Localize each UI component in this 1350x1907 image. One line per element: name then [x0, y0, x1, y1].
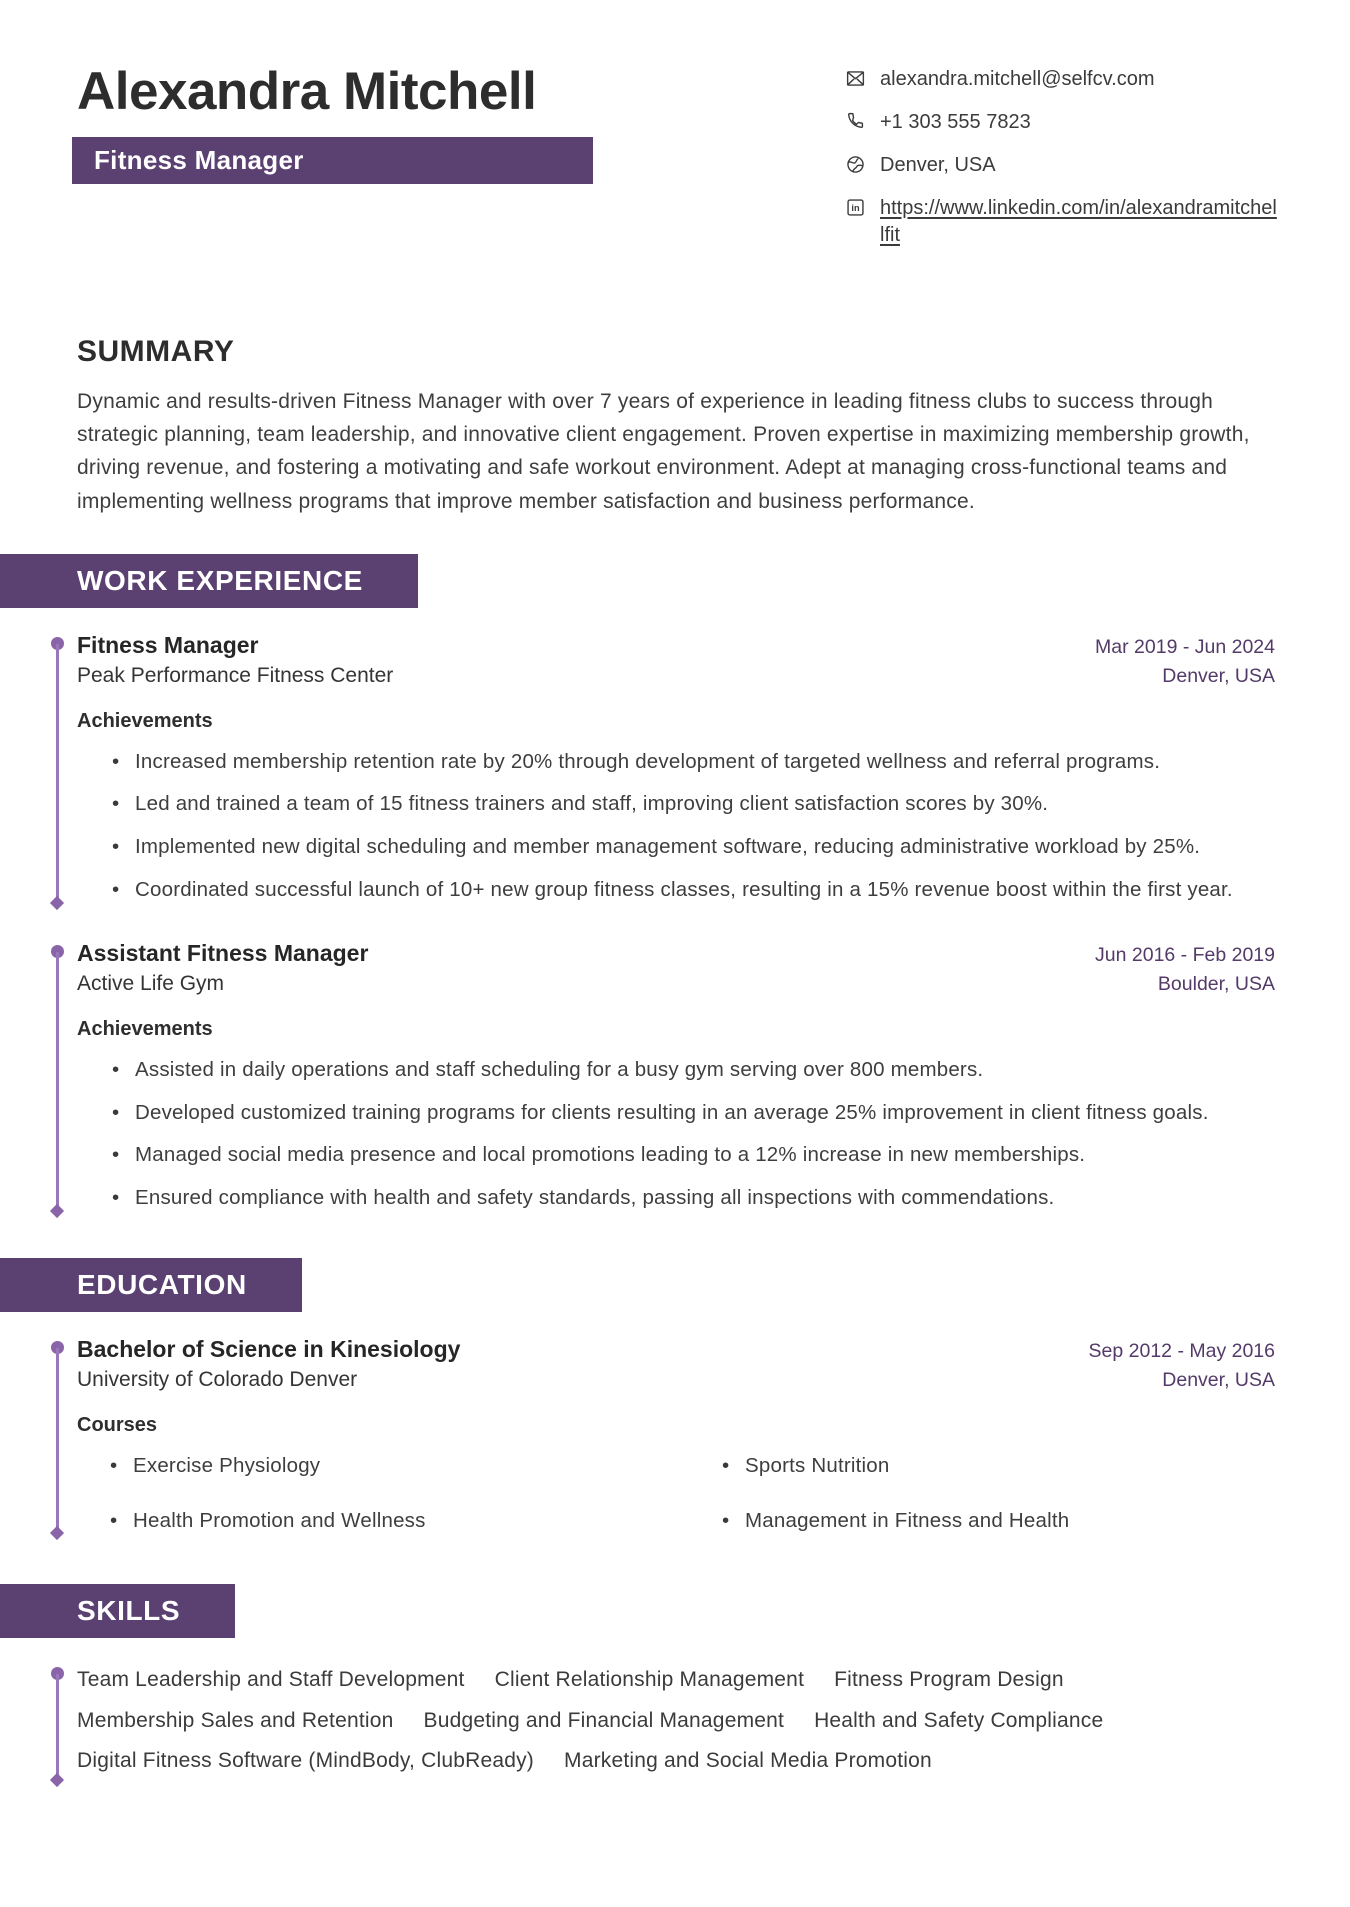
work-entry-body: [77, 632, 1350, 906]
entry-subtitle-row: [77, 1368, 1275, 1392]
timeline-diamond-icon: [50, 1773, 64, 1787]
school-name: University of Colorado Denver: [77, 1367, 358, 1391]
summary-text: Dynamic and results-driven Fitness Manager with over 7 years of experience in leading fitness clubs to success through strategic planning, team leadership, and innovative client engagement. Proven expertise in maximizing membership growth, driving revenue, and fostering a motivating and safe workout environment. Adept at managing cross-functional teams and implementing wellness programs that improve member satisfaction and business performance.: [77, 390, 1250, 513]
achievement-item: • Led and trained a team of 15 fitness trainers and staff, improving client satisfaction scores by 30%.: [112, 788, 1275, 820]
entry-title-row: [77, 940, 1275, 967]
location-text: Denver, USA: [880, 154, 996, 176]
job-location: Denver, USA: [1162, 664, 1275, 687]
timeline: [0, 1336, 77, 1537]
education-entry: [0, 1336, 1350, 1537]
entry-title-row: [77, 1336, 1275, 1363]
course-item: • Exercise Physiology: [110, 1451, 722, 1482]
job-title: Assistant Fitness Manager: [77, 939, 369, 966]
timeline-line: [56, 1348, 59, 1533]
company-name: Peak Performance Fitness Center: [77, 663, 394, 687]
skill-item: Budgeting and Financial Management: [423, 1708, 785, 1732]
linkedin-link[interactable]: https://www.linkedin.com/in/alexandramitchellfit: [880, 197, 1277, 246]
degree-title: Bachelor of Science in Kinesiology: [77, 1335, 461, 1362]
skills-entry: [0, 1662, 1350, 1783]
education-entry-body: [77, 1336, 1350, 1537]
achievement-item: • Increased membership retention rate by 20% through development of targeted wellness and referral programs.: [112, 746, 1275, 778]
skill-item: Marketing and Social Media Promotion: [564, 1749, 932, 1773]
job-title: Fitness Manager: [77, 631, 259, 658]
summary-section: [0, 335, 1350, 518]
contact-list: [845, 62, 1277, 249]
person-name: Alexandra Mitchell: [77, 62, 537, 121]
envelope-icon: [845, 68, 866, 89]
svg-text:in: in: [851, 203, 860, 214]
achievement-item: • Developed customized training programs for clients resulting in an average 25% improvement in client fitness goals.: [112, 1097, 1275, 1129]
skill-item: Fitness Program Design: [834, 1668, 1064, 1692]
linkedin-icon: [845, 197, 866, 218]
skills-section-heading: [0, 1584, 235, 1638]
entry-subtitle-row: [77, 972, 1275, 996]
skill-item: Client Relationship Management: [494, 1668, 805, 1692]
date-range: Jun 2016 - Feb 2019: [1095, 943, 1275, 966]
timeline-line: [56, 644, 59, 902]
skills-heading-text: SKILLS: [77, 1595, 181, 1627]
achievement-item: • Assisted in daily operations and staff scheduling for a busy gym serving over 800 members.: [112, 1054, 1275, 1086]
achievements-label: Achievements: [77, 1017, 213, 1040]
achievement-list: [77, 746, 1275, 906]
date-range: Sep 2012 - May 2016: [1088, 1339, 1275, 1362]
work-entry-body: [77, 940, 1350, 1214]
timeline-diamond-icon: [50, 1526, 64, 1540]
globe-icon: [845, 154, 866, 175]
achievements-label: Achievements: [77, 709, 213, 732]
header: [0, 0, 1350, 249]
header-identity: [77, 62, 593, 249]
course-item: • Health Promotion and Wellness: [110, 1506, 722, 1537]
achievement-item: • Coordinated successful launch of 10+ new group fitness classes, resulting in a 15% revenue boost within the first year.: [112, 874, 1275, 906]
skills-list: [77, 1662, 1350, 1783]
courses-label: Courses: [77, 1413, 158, 1436]
company-name: Active Life Gym: [77, 971, 225, 995]
work-section-heading: [0, 554, 418, 608]
skill-item: Health and Safety Compliance: [814, 1708, 1104, 1732]
job-location: Boulder, USA: [1157, 972, 1275, 995]
course-list: [77, 1451, 1275, 1537]
course-item: • Management in Fitness and Health: [722, 1506, 1275, 1537]
contact-item-phone: [845, 109, 1277, 136]
timeline-line: [56, 952, 59, 1210]
education-section: [0, 1258, 1350, 1537]
summary-heading: SUMMARY: [77, 335, 235, 368]
timeline-line: [56, 1674, 59, 1779]
contact-item-linkedin: [845, 195, 1277, 249]
education-heading-text: EDUCATION: [77, 1268, 247, 1300]
timeline-diamond-icon: [50, 896, 64, 910]
skill-item: Team Leadership and Staff Development: [77, 1668, 465, 1692]
email-text: alexandra.mitchell@selfcv.com: [880, 68, 1155, 90]
phone-text: +1 303 555 7823: [880, 111, 1031, 133]
timeline: [0, 1662, 77, 1783]
work-entry: [0, 940, 1350, 1214]
achievement-item: • Ensured compliance with health and safety standards, passing all inspections with commendations.: [112, 1182, 1275, 1214]
education-section-heading: [0, 1258, 302, 1312]
work-heading-text: WORK EXPERIENCE: [77, 564, 363, 596]
course-item: • Sports Nutrition: [722, 1451, 1275, 1482]
skill-item: Membership Sales and Retention: [77, 1708, 394, 1732]
skill-item: Digital Fitness Software (MindBody, ClubReady): [77, 1749, 534, 1773]
date-range: Mar 2019 - Jun 2024: [1095, 635, 1275, 658]
timeline: [0, 940, 77, 1214]
work-experience-section: [0, 554, 1350, 1214]
timeline-diamond-icon: [50, 1204, 64, 1218]
entry-title-row: [77, 632, 1275, 659]
work-entry: [0, 632, 1350, 906]
entry-subtitle-row: [77, 664, 1275, 688]
timeline: [0, 632, 77, 906]
school-location: Denver, USA: [1162, 1368, 1275, 1391]
job-title-text: Fitness Manager: [94, 144, 304, 175]
phone-icon: [845, 111, 866, 132]
achievement-item: • Managed social media presence and local promotions leading to a 12% increase in new memberships.: [112, 1139, 1275, 1171]
achievement-list: [77, 1054, 1275, 1214]
job-title-banner: [72, 137, 593, 184]
contact-item-location: [845, 152, 1277, 179]
skills-section: [0, 1584, 1350, 1783]
achievement-item: • Implemented new digital scheduling and member management software, reducing administrative workload by 25%.: [112, 831, 1275, 863]
contact-item-email: [845, 66, 1277, 93]
